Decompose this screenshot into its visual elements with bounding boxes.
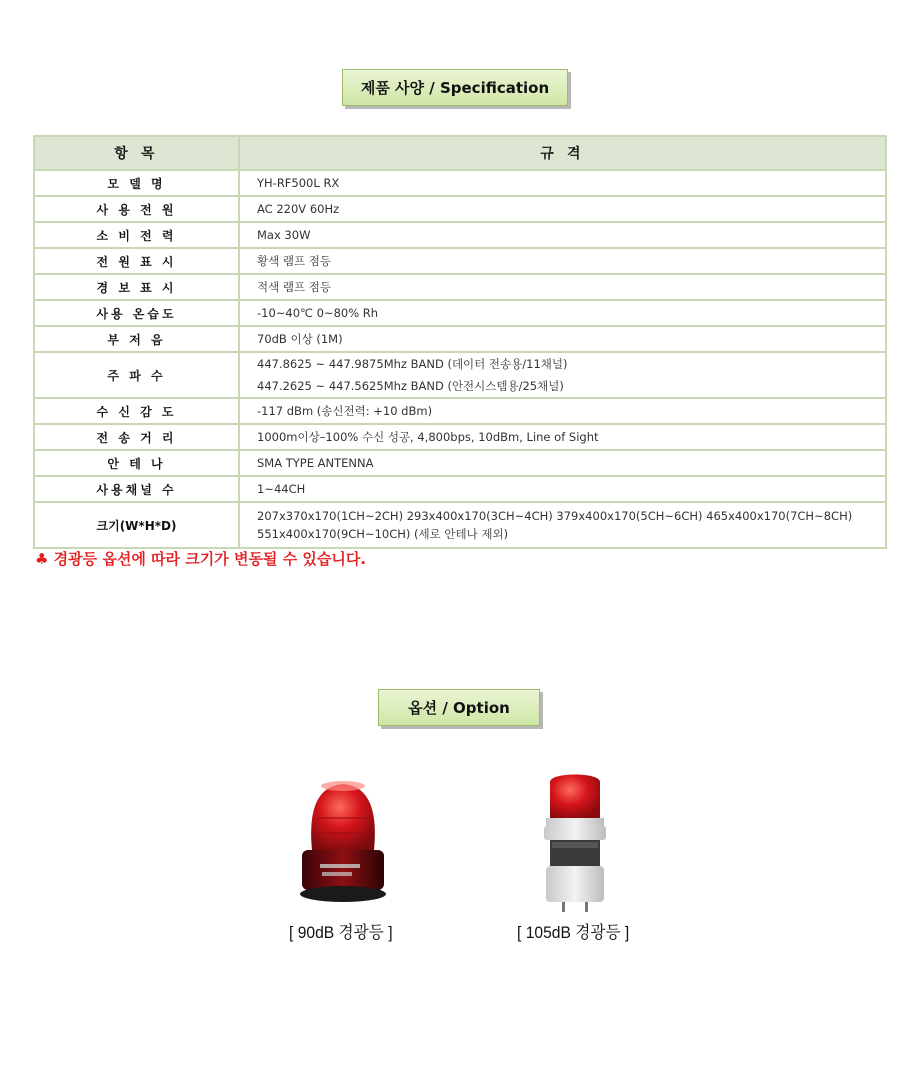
size-variation-note: ♣ 경광등 옵션에 따라 크기가 변동될 수 있습니다.	[35, 550, 367, 568]
beacon-105db-icon	[540, 768, 610, 914]
row-label-power-supply: 사 용 전 원	[34, 196, 239, 222]
product-105db-caption: [ 105dB 경광등 ]	[517, 923, 630, 942]
row-label-power-consumption: 소 비 전 력	[34, 222, 239, 248]
row-label-frequency: 주 파 수	[34, 352, 239, 398]
beacon-90db-icon	[298, 778, 388, 906]
table-row	[34, 326, 886, 352]
option-section-title: 옵션 / Option	[378, 689, 540, 726]
row-value-power-supply: AC 220V 60Hz	[239, 196, 886, 222]
row-value-buzzer: 70dB 이상 (1M)	[239, 326, 886, 352]
row-value-alarm-indicator: 적색 램프 점등	[239, 274, 886, 300]
spec-section-title: 제품 사양 / Specification	[342, 69, 568, 106]
spec-table	[33, 135, 887, 549]
row-label-channels: 사용채널 수	[34, 476, 239, 502]
row-value-power-consumption: Max 30W	[239, 222, 886, 248]
row-value-model: YH-RF500L RX	[239, 170, 886, 196]
row-label-range: 전 송 거 리	[34, 424, 239, 450]
table-row	[34, 222, 886, 248]
row-value-size: 207x370x170(1CH~2CH) 293x400x170(3CH~4CH) 379x400x170(5CH~6CH) 465x400x170(7CH~8CH) 551x400x170(9CH~10CH) (세로 안테나 제외)	[239, 502, 886, 548]
row-value-range: 1000m이상–100% 수신 성공, 4,800bps, 10dBm, Line of Sight	[239, 424, 886, 450]
product-105db-image	[540, 768, 610, 914]
frequency-line-safety: 447.2625 ~ 447.5625Mhz BAND (안전시스템용/25채널)	[257, 379, 564, 393]
row-label-size: 크기(W*H*D)	[34, 502, 239, 548]
row-label-alarm-indicator: 경 보 표 시	[34, 274, 239, 300]
row-value-power-indicator: 황색 램프 점등	[239, 248, 886, 274]
product-90db-image	[298, 778, 388, 906]
product-90db-caption: [ 90dB 경광등 ]	[289, 923, 393, 942]
row-label-antenna: 안 테 나	[34, 450, 239, 476]
row-label-buzzer: 부 저 음	[34, 326, 239, 352]
row-label-power-indicator: 전 원 표 시	[34, 248, 239, 274]
table-row	[34, 352, 886, 398]
table-row	[34, 248, 886, 274]
table-row	[34, 274, 886, 300]
table-row	[34, 170, 886, 196]
table-row	[34, 476, 886, 502]
row-label-temp-humidity: 사용 온습도	[34, 300, 239, 326]
frequency-line-data: 447.8625 ~ 447.9875Mhz BAND (데이터 전송용/11채널)	[257, 357, 568, 371]
row-value-temp-humidity: -10~40℃ 0~80% Rh	[239, 300, 886, 326]
row-value-frequency	[239, 352, 886, 398]
table-row	[34, 398, 886, 424]
table-row	[34, 196, 886, 222]
header-spec: 규 격	[239, 136, 886, 170]
header-item: 항 목	[34, 136, 239, 170]
row-label-sensitivity: 수 신 감 도	[34, 398, 239, 424]
row-label-model: 모 델 명	[34, 170, 239, 196]
table-row	[34, 424, 886, 450]
table-row	[34, 502, 886, 548]
row-value-sensitivity: -117 dBm (송신전력: +10 dBm)	[239, 398, 886, 424]
row-value-antenna: SMA TYPE ANTENNA	[239, 450, 886, 476]
table-row	[34, 450, 886, 476]
row-value-channels: 1~44CH	[239, 476, 886, 502]
table-row	[34, 300, 886, 326]
spec-table-header	[34, 136, 886, 170]
